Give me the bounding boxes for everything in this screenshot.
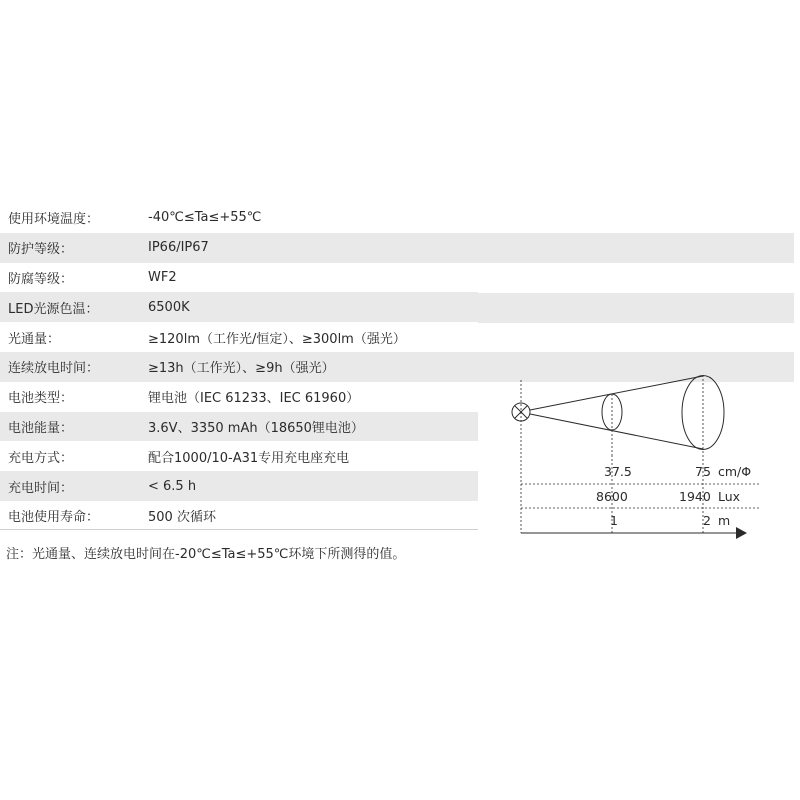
- spec-value: ≥13h（工作光）、≥9h（强光）: [148, 361, 335, 377]
- spec-row: [0, 233, 478, 263]
- spec-row: [0, 322, 478, 352]
- spec-row: [0, 292, 478, 322]
- spec-value: ≥120lm（工作光/恒定）、≥300lm（强光）: [148, 331, 406, 347]
- spec-label: 电池能量：: [8, 420, 74, 436]
- spec-label: 连续放电时间：: [8, 361, 100, 377]
- distance-near: 1: [610, 513, 618, 528]
- beam-lower-edge: [530, 414, 703, 449]
- table-bottom-rule: [0, 529, 478, 530]
- spec-label: 防腐等级：: [8, 271, 74, 287]
- spec-row: [0, 471, 478, 501]
- spec-value: 6500K: [148, 299, 190, 315]
- row-shade-extension: [478, 233, 794, 263]
- spec-label: 电池使用寿命：: [8, 510, 100, 526]
- spec-value: 500 次循环: [148, 510, 216, 526]
- beam-upper-edge: [530, 376, 703, 410]
- spec-row: [0, 382, 478, 412]
- spec-value: < 6.5 h: [148, 478, 197, 494]
- spec-row: [0, 501, 478, 531]
- spec-row: [0, 203, 478, 233]
- diameter-unit: cm/Φ: [718, 464, 752, 479]
- beam-diagram: [500, 355, 770, 550]
- footnote: 注：光通量、连续放电时间在-20℃≤Ta≤+55℃环境下所测得的值。: [6, 547, 406, 562]
- spec-row: [0, 352, 478, 382]
- lux-near: 8600: [596, 489, 628, 504]
- spec-value: 3.6V、3350 mAh（18650锂电池）: [148, 420, 364, 436]
- distance-unit: m: [718, 513, 731, 528]
- spec-row: [0, 441, 478, 471]
- lux-far: 1940: [679, 489, 711, 504]
- spec-row: [0, 263, 478, 293]
- row-shade-extension: [478, 293, 794, 323]
- spec-label: LED光源色温：: [8, 301, 99, 317]
- spec-table: [0, 203, 478, 531]
- spec-label: 充电方式：: [8, 450, 74, 466]
- spec-label: 电池类型：: [8, 391, 74, 407]
- spec-value: 锂电池（IEC 61233、IEC 61960）: [148, 391, 360, 407]
- diameter-near: 37.5: [604, 464, 632, 479]
- spec-value: -40℃≤Ta≤+55℃: [148, 210, 262, 226]
- spec-label: 防护等级：: [8, 242, 74, 258]
- spec-value: 配合1000/10-A31专用充电座充电: [148, 450, 350, 466]
- distance-far: 2: [703, 513, 711, 528]
- spec-label: 使用环境温度：: [8, 212, 100, 228]
- lux-unit: Lux: [718, 489, 741, 504]
- diameter-far: 75: [695, 464, 711, 479]
- spec-value: WF2: [148, 269, 177, 285]
- spec-label: 充电时间：: [8, 480, 74, 496]
- arrow-right-icon: [736, 527, 747, 539]
- spec-label: 光通量：: [8, 331, 61, 347]
- spec-row: [0, 412, 478, 442]
- spec-value: IP66/IP67: [148, 240, 209, 256]
